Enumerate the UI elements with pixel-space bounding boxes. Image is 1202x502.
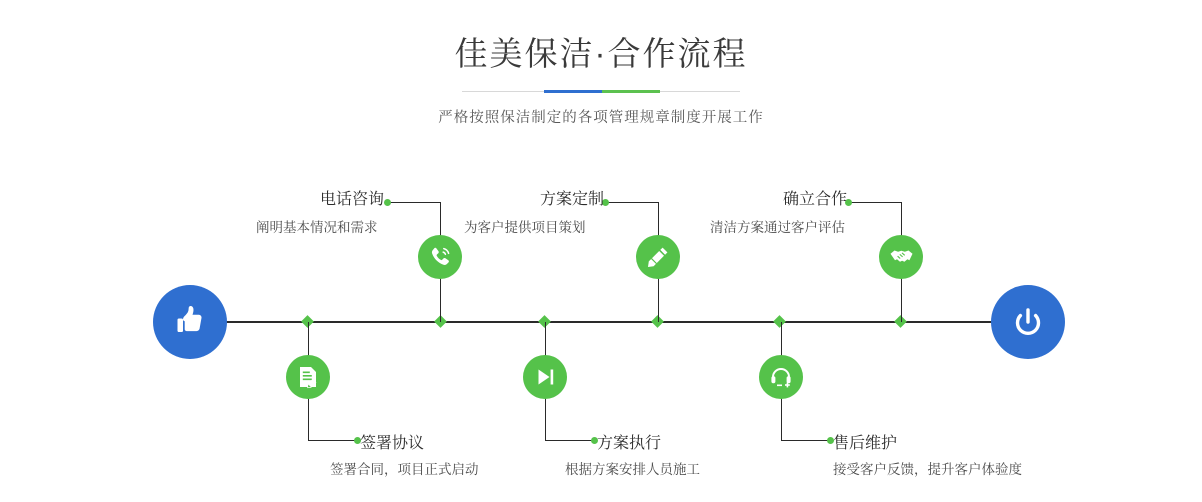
timeline-start-node [153,285,227,359]
connector-line [781,440,831,441]
step-desc-2: 签署合同，项目正式启动 [330,462,479,477]
step-desc-5: 清洁方案通过客户评估 [710,220,845,235]
step-title-6: 售后维护 [833,435,898,452]
pen-ruler-icon [645,244,671,270]
connector-line [308,440,358,441]
thumbs-up-icon [170,302,210,342]
page-title: 佳美保洁·合作流程 [454,35,748,72]
step-node-6 [759,355,803,399]
connector-line [606,202,659,203]
step-desc-6: 接受客户反馈，提升客户体验度 [833,462,1022,477]
step-title-5: 确立合作 [783,191,848,208]
divider-accent-green [602,90,660,93]
step-title-1: 电话咨询 [320,191,385,208]
step-title-4: 方案执行 [597,435,662,452]
title-divider [462,90,740,93]
step-node-1 [418,235,462,279]
power-icon [1008,302,1048,342]
connector-line [545,440,595,441]
step-title-2: 签署协议 [360,435,425,452]
connector-dot [384,199,391,206]
process-timeline [0,150,1202,502]
step-desc-3: 为客户提供项目策划 [464,220,586,235]
step-node-5 [879,235,923,279]
connector-line [849,202,902,203]
axis-marker [773,315,786,328]
step-node-2 [286,355,330,399]
step-title-3: 方案定制 [540,191,605,208]
connector-line [388,202,441,203]
headset-support-icon [768,364,794,390]
step-desc-4: 根据方案安排人员施工 [565,462,700,477]
page-subtitle: 严格按照保洁制定的各项管理规章制度开展工作 [438,110,764,126]
step-desc-1: 阐明基本情况和需求 [256,220,378,235]
step-node-4 [523,355,567,399]
page-header [0,30,1202,127]
handshake-icon [888,244,914,270]
step-node-3 [636,235,680,279]
phone-icon [427,244,453,270]
document-edit-icon [295,364,321,390]
play-forward-icon [532,364,558,390]
divider-accent-blue [544,90,602,93]
timeline-end-node [991,285,1065,359]
